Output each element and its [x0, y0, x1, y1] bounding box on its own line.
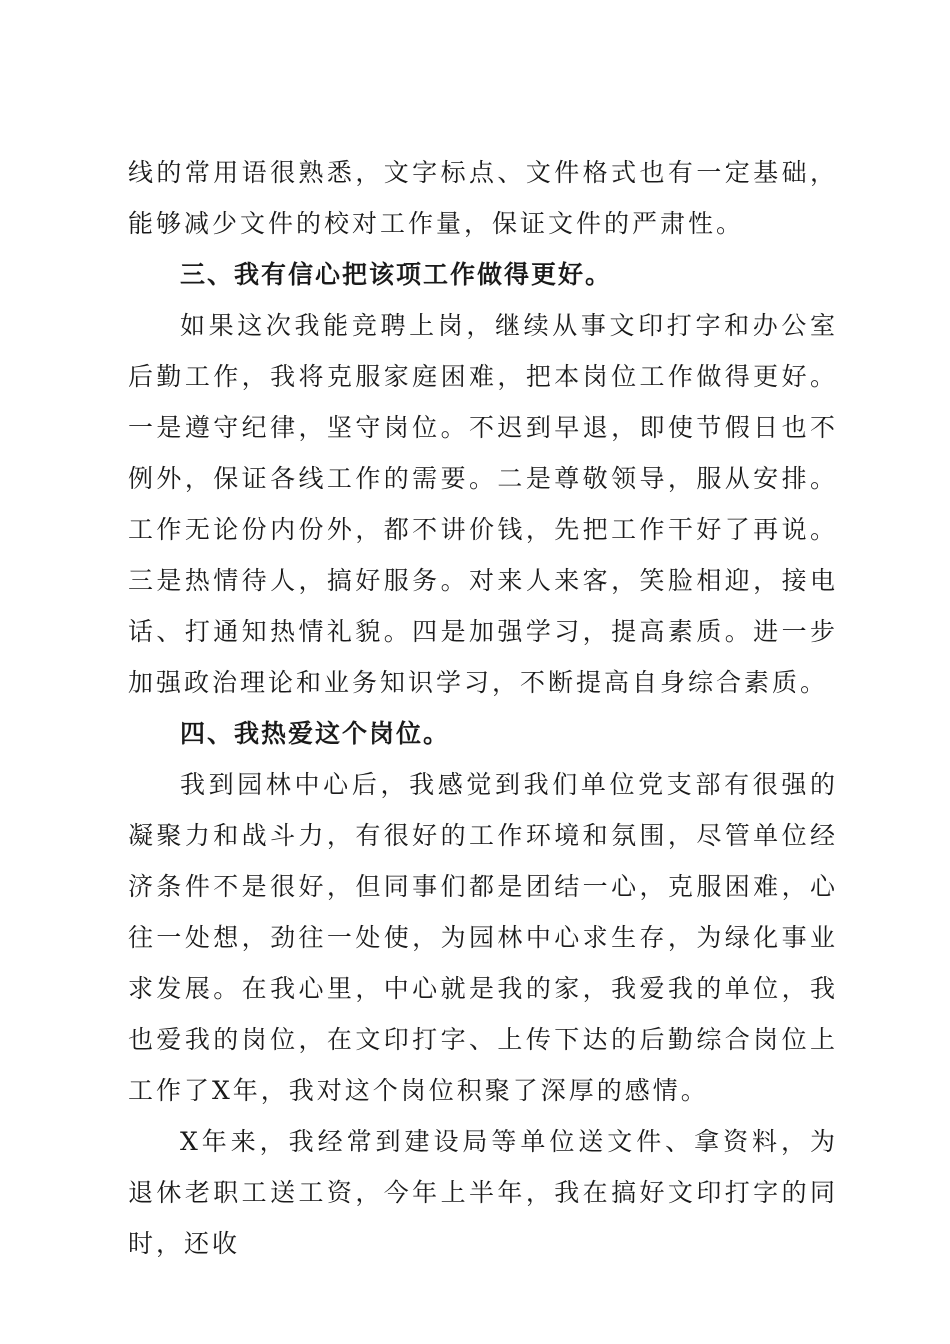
paragraph-section-3: 如果这次我能竞聘上岗，继续从事文印打字和办公室后勤工作，我将克服家庭困难，把本岗位工作做得更好。一是遵守纪律，坚守岗位。不迟到早退，即使节假日也不例外，保证各线工作的需要。二是尊敬领导，服从安排。工作无论份内份外，都不讲价钱，先把工作干好了再说。三是热情待人，搞好服务。对来人来客，笑脸相迎，接电话、打通知热情礼貌。四是加强学习，提高素质。进一步加强政治理论和业务知识学习，不断提高自身综合素质。 [128, 311, 838, 697]
paragraph-continuation: 线的常用语很熟悉，文字标点、文件格式也有一定基础，能够减少文件的校对工作量，保证文件的严肃性。 [128, 158, 838, 238]
paragraph-section-4: 我到园林中心后，我感觉到我们单位党支部有很强的凝聚力和战斗力，有很好的工作环境和氛围，尽管单位经济条件不是很好，但同事们都是团结一心，克服困难，心往一处想，劲往一处使，为园林中心求生存，为绿化事业求发展。在我心里，中心就是我的家，我爱我的单位，我也爱我的岗位，在文印打字、上传下达的后勤综合岗位上工作了X年，我对这个岗位积聚了深厚的感情。 [128, 770, 838, 1105]
document-body [128, 147, 838, 1269]
section-heading-3: 三、我有信心把该项工作做得更好。 [180, 260, 613, 289]
section-heading-4: 四、我热爱这个岗位。 [180, 719, 451, 748]
paragraph-section-4-continued: X年来，我经常到建设局等单位送文件、拿资料，为退休老职工送工资，今年上半年，我在搞好文印打字的同时，还收 [128, 1127, 838, 1258]
